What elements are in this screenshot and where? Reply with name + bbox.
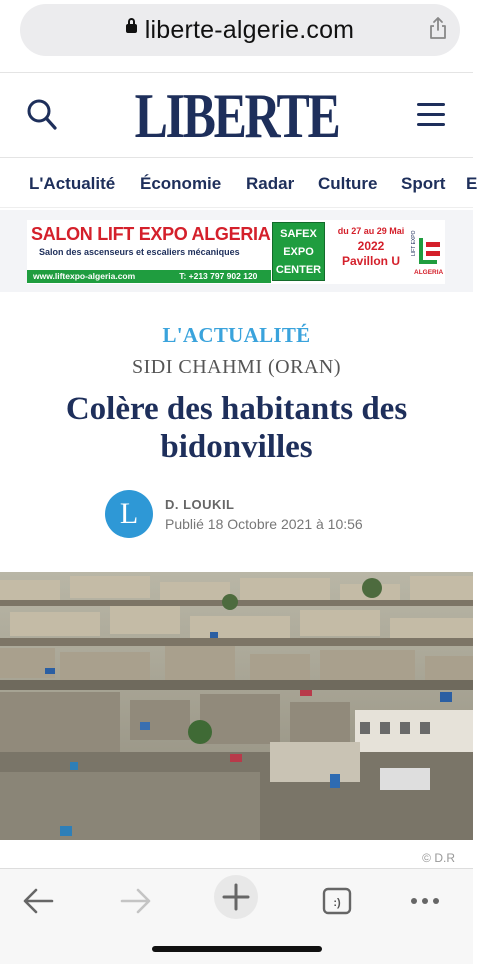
nav-item-sport[interactable]: Sport [401, 174, 446, 193]
browser-address-area [0, 0, 473, 68]
forward-arrow-icon[interactable] [116, 881, 156, 921]
ad-subtitle: Salon des ascenseurs et escaliers mécaniques [39, 247, 240, 257]
site-header [0, 72, 473, 158]
publish-date: Publié 18 Octobre 2021 à 10:56 [165, 516, 363, 532]
category-nav [0, 158, 477, 208]
ad-dates [330, 226, 412, 268]
nav-item-radar[interactable]: Radar [246, 174, 295, 193]
ad-venue-line1: SAFEX [280, 228, 317, 240]
ad-title: SALON LIFT EXPO ALGERIA [31, 224, 271, 244]
ad-phone: T: +213 797 902 120 [179, 271, 258, 281]
hamburger-menu-icon[interactable] [417, 103, 445, 127]
ad-pavilion: Pavillon U [341, 254, 400, 268]
ad-website: www.liftexpo-algeria.com [33, 271, 136, 281]
ad-logo-label-2: ALGERIA [414, 269, 444, 276]
share-icon[interactable] [429, 17, 447, 39]
lift-expo-logo [413, 226, 443, 278]
site-logo[interactable]: LIBERTE [134, 80, 339, 151]
ad-date-range: du 27 au 29 Mai [337, 226, 405, 236]
ad-venue-line3: CENTER [275, 264, 322, 276]
ad-venue [272, 222, 325, 281]
ad-contact-strip [27, 270, 271, 283]
address-bar[interactable] [20, 4, 460, 56]
author-avatar[interactable]: L [105, 490, 153, 538]
lock-icon [126, 24, 137, 33]
ad-logo-label-1: LIFT EXPO [411, 230, 417, 256]
nav-item-economie[interactable]: Économie [140, 174, 222, 193]
photo-credit: © D.R [422, 851, 455, 865]
article-photo [0, 572, 473, 840]
svg-text::): :) [333, 897, 341, 909]
ad-area [0, 210, 473, 292]
back-arrow-icon[interactable] [18, 881, 58, 921]
tabs-icon[interactable] [317, 881, 357, 921]
ad-venue-line2: EXPO [283, 246, 314, 258]
article-category[interactable]: L'ACTUALITÉ [162, 323, 311, 347]
author-name[interactable]: D. LOUKIL [165, 497, 235, 512]
url-text: liberte-algerie.com [144, 15, 355, 44]
more-dots-icon[interactable] [405, 881, 445, 921]
plus-icon[interactable] [212, 873, 260, 921]
article-headline: Colère des habitants des bidonvilles [65, 391, 408, 465]
slum-photo-illustration [0, 572, 473, 840]
ad-banner[interactable] [27, 220, 445, 284]
nav-item-actualite[interactable]: L'Actualité [29, 174, 116, 193]
nav-item-culture[interactable]: Culture [318, 174, 378, 193]
nav-item-overflow[interactable]: E [466, 174, 477, 193]
ad-year: 2022 [357, 239, 385, 253]
home-indicator[interactable] [152, 946, 322, 952]
article-kicker: SIDI CHAHMI (ORAN) [132, 356, 341, 378]
